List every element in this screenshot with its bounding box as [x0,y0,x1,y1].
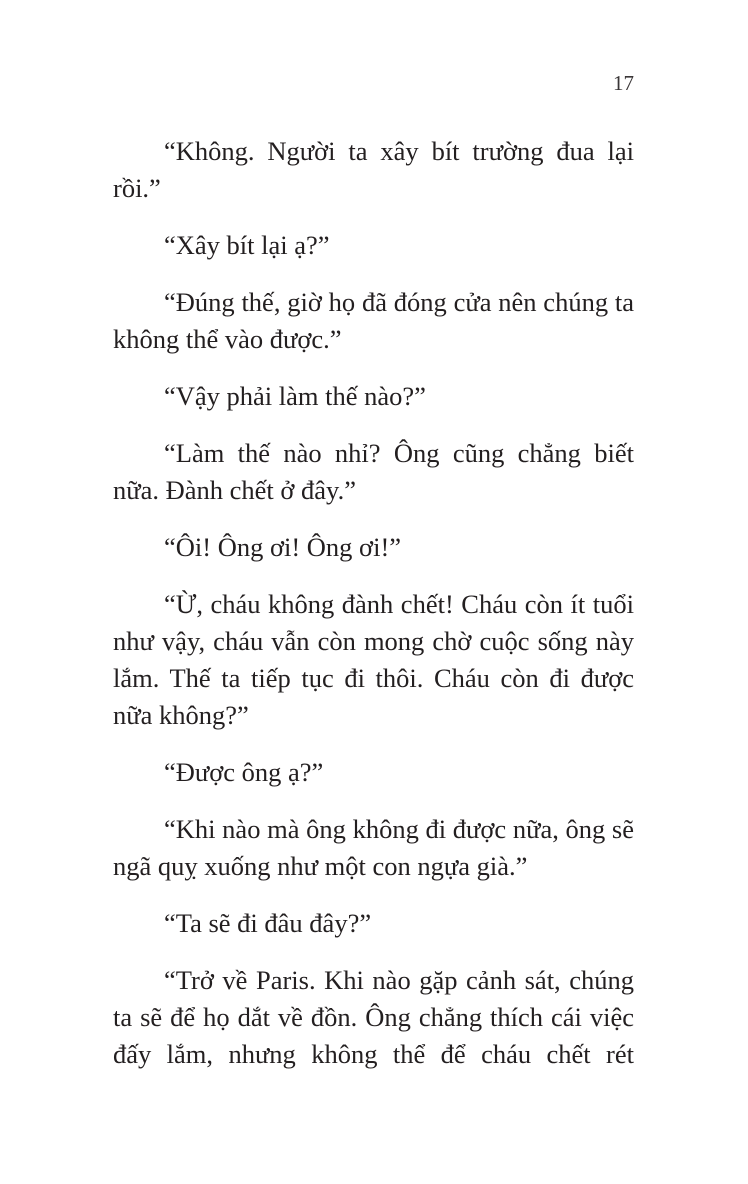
body-text [113,133,634,1093]
paragraph: “Trở về Paris. Khi nào gặp cảnh sát, chúng ta sẽ để họ dắt về đồn. Ông chẳng thích cái việc đấy lắm, nhưng không thể để cháu chết rét [113,965,634,1069]
paragraph: “Làm thế nào nhỉ? Ông cũng chẳng biết nữa. Đành chết ở đây.” [113,438,634,505]
paragraph: “Ừ, cháu không đành chết! Cháu còn ít tuổi như vậy, cháu vẫn còn mong chờ cuộc sống này lắm. Thế ta tiếp tục đi thôi. Cháu còn đi được nữa không?” [113,589,634,730]
paragraph: “Ôi! Ông ơi! Ông ơi!” [164,532,402,562]
paragraph: “Không. Người ta xây bít trường đua lại rồi.” [113,136,634,203]
paragraph: “Được ông ạ?” [164,757,324,787]
paragraph: “Khi nào mà ông không đi được nữa, ông sẽ ngã quỵ xuống như một con ngựa già.” [113,814,634,881]
paragraph: “Ta sẽ đi đâu đây?” [164,908,372,938]
page-number: 17 [613,71,634,95]
paragraph: “Vậy phải làm thế nào?” [164,381,426,411]
paragraph: “Đúng thế, giờ họ đã đóng cửa nên chúng ta không thể vào được.” [113,287,634,354]
paragraph: “Xây bít lại ạ?” [164,230,330,260]
